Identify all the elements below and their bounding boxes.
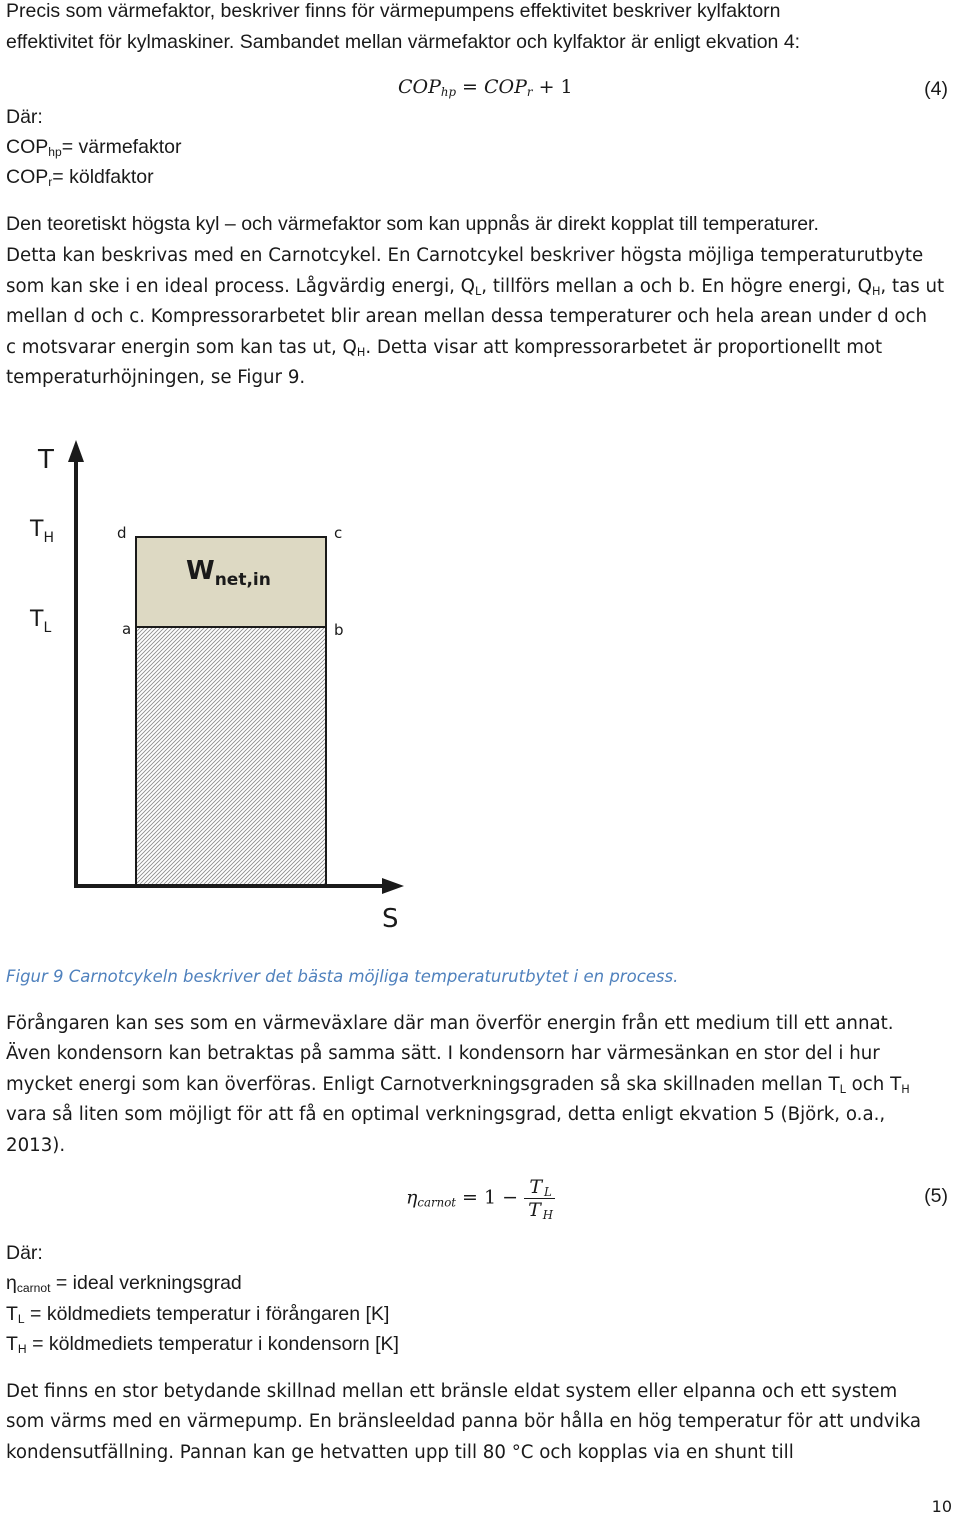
para2-line-4: mellan d och c. Kompressorarbetet blir arean mellan dessa temperaturer och hela arean under d och (6, 306, 928, 327)
fraction-tl-th: $\frac{T _L}{T _H}$ (524, 1176, 555, 1221)
definition-cop-hp: $COP_{hp}=$ värmefaktor (6, 136, 182, 160)
definition-tl: $T_L$ = köldmediets temperatur i förångaren [K] (6, 1303, 390, 1327)
label-tl: $T_L$ (30, 607, 52, 636)
para3-line-2: Även kondensorn kan betraktas på samma sätt. I kondensorn har värmesänkan en stor del i hur (6, 1043, 880, 1064)
figure-caption: Figur 9 Carnotcykeln beskriver det bästa möjliga temperaturutbytet i en process. (6, 967, 679, 986)
heat-area-hatched (136, 627, 326, 888)
definition-cop-r: $COP_r=$ köldfaktor (6, 166, 154, 190)
where-label-2: Där: (6, 1242, 43, 1264)
para2-line-5: c motsvarar energin som kan tas ut, $Q_H$. Detta visar att kompressorarbetet är proportionellt mot (6, 337, 883, 359)
para2-line-3: som kan ske i en ideal process. Lågvärdig energi, $Q_L$, tillförs mellan a och b. En högre energi, $Q_H$, tas ut (6, 276, 945, 298)
carnot-diagram (0, 420, 960, 940)
equation-4: $COP_{hp} = COP_r + 1$ (398, 76, 573, 99)
para3-line-3: mycket energi som kan överföras. Enligt Carnotverkningsgraden så ska skillnaden mellan $T_L$ och $T_H$ (6, 1074, 910, 1096)
point-label-b: b (334, 621, 344, 639)
work-label: $W_{net,in}$ (186, 556, 271, 590)
axis-label-s: S (382, 904, 399, 934)
point-label-c: c (334, 524, 343, 542)
point-label-a: a (122, 620, 132, 638)
equation-4-number: (4) (924, 78, 948, 100)
para2-line-1: Den teoretiskt högsta kyl – och värmefaktor som kan uppnås är direkt kopplat till temperaturer. (6, 213, 819, 235)
para4-line-1: Det finns en stor betydande skillnad mellan ett bränsle eldat system eller elpanna och ett system (6, 1381, 898, 1402)
page-number: 10 (931, 1497, 952, 1516)
axis-label-t: T (38, 445, 54, 475)
para2-line-2: Detta kan beskrivas med en Carnotcykel. En Carnotcykel beskriver högsta möjliga temperaturutbyte (6, 245, 924, 266)
equation-5-number: (5) (924, 1185, 948, 1207)
t-axis-arrow (68, 440, 84, 462)
definition-eta-carnot: $\eta_{carnot}$ = ideal verkningsgrad (6, 1272, 242, 1296)
s-axis-arrow (382, 878, 404, 894)
label-th: $T_H$ (30, 517, 54, 546)
para3-line-1: Förångaren kan ses som en värmeväxlare där man överför energin från ett medium till ett annat. (6, 1013, 894, 1034)
where-label-1: Där: (6, 106, 43, 128)
para3-line-4: vara så liten som möjligt för att få en optimal verkningsgrad, detta enligt ekvation 5 (Björk, o.a., (6, 1104, 886, 1125)
point-label-d: d (117, 524, 127, 542)
para3-line-5: 2013). (6, 1135, 66, 1156)
intro-line-2: effektivitet för kylmaskiner. Sambandet mellan värmefaktor och kylfaktor är enligt ekvation 4: (6, 31, 801, 53)
para4-line-2: som värms med en värmepump. En bränsleeldad panna bör hålla en hög temperatur för att undvika (6, 1411, 922, 1432)
intro-line-1: Precis som värmefaktor, beskriver finns för värmepumpens effektivitet beskriver kylfaktorn (6, 0, 781, 22)
equation-5: $\eta_{carnot} = 1$ − $\frac{T _L}{T _H}$ (406, 1176, 554, 1222)
para2-line-6: temperaturhöjningen, se Figur 9. (6, 367, 306, 388)
definition-th: $T_H$ = köldmediets temperatur i kondensorn [K] (6, 1333, 399, 1357)
para4-line-3: kondensutfällning. Pannan kan ge hetvatten upp till 80 °C och kopplas via en shunt till (6, 1442, 794, 1463)
